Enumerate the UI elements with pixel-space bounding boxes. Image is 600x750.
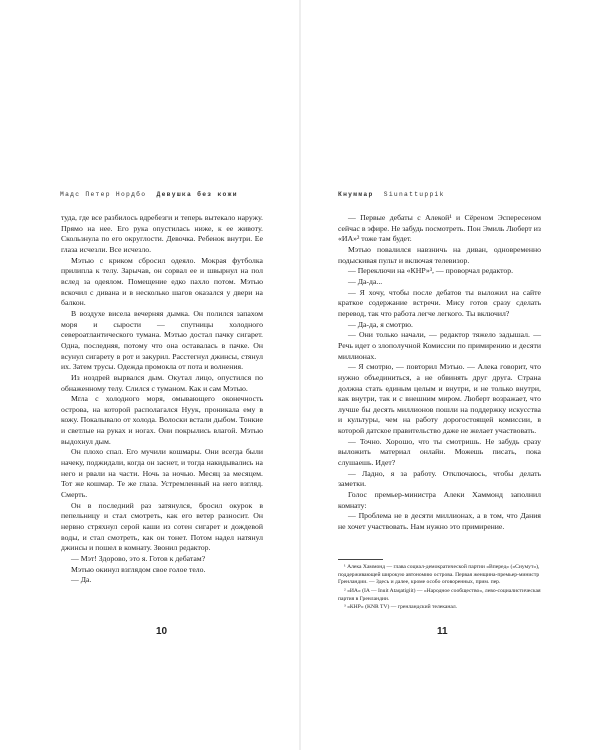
footnote: ³ «КНР» (KNR TV) — гренландский телеканал.: [344, 604, 458, 611]
paragraph: — Я хочу, чтобы после дебатов ты выложил на сайте краткое содержание встречи. Мису готов сразу сделать перевод, так что работа легче легкого. Ты включил?: [338, 287, 541, 318]
footnotes: [338, 559, 541, 613]
paragraph: — Переключи на «КНР»³, — проворчал редактор.: [348, 266, 514, 276]
paragraph: Мэтью окинул взглядом свое голое тело.: [71, 564, 206, 574]
left-body-text: [61, 213, 263, 586]
left-running-header: [60, 191, 238, 198]
footnote: ² «ИА» (IA — Inuit Ataqatigiit) — «Народное сообщество», лево-социалистическая партия в Гренландии.: [338, 587, 541, 602]
paragraph: Из ноздрей вырвался дым. Окутал лицо, опустился по обнаженному телу. Слился с туманом. Как и сам Мэтью.: [61, 372, 263, 393]
paragraph: Голос премьер-министра Алеки Хаммонд заполнил комнату:: [338, 490, 541, 510]
right-page-number: 11: [437, 626, 448, 637]
paragraph: Мэтью повалился навзничь на диван, одновременно подыскивая пульт и включая телевизор.: [338, 244, 541, 265]
paragraph: — Да-да, я смотрю.: [348, 319, 413, 329]
paragraph: — Мэт! Здорово, это я. Готов к дебатам?: [71, 554, 206, 563]
right-page: [300, 0, 600, 750]
paragraph: — Они только начали, — редактор тяжело задышал. — Речь идет о злополучной Комиссии по примирению и десяти миллионах.: [338, 330, 541, 361]
right-running-header: [338, 191, 445, 198]
left-header-author: Мадс Петер Нордбо: [60, 191, 147, 198]
paragraph: — Да.: [71, 575, 92, 585]
paragraph: — Ладно, я за работу. Отключаюсь, чтобы делать заметки.: [338, 468, 541, 489]
footnote: ¹ Алека Хаммонд — глава социал-демократической партии «Вперед» («Сиумут»), поддерживающей широкую автономию острова. Первая женщина-премьер-министр Гренландии. — Здесь и далее, кроме особо оговоренных, прим. пер.: [338, 564, 540, 586]
paragraph: В воздухе висела вечерняя дымка. Он полился запахом моря и сырости — спутницы холодного североатлантического тумана. Мэтью достал пачку сигарет. Одна, последняя, потому что она оставалась в пачке. Он всунул сигарету в рот и закурил. Расстегнул джинсы, стянул их. Затем трусы. Одежда промокла от пота и волнения.: [61, 308, 263, 372]
paragraph: Он в последний раз затянулся, бросил окурок в пепельницу и стал смотреть, как его ветер разносит. Он нервно стряхнул серой каши из сотен сигарет и дождевой воды, и стал смотреть, как он тонет. Потом надел натянул джинсы и пошел в комнату. Звонил редактор.: [61, 500, 263, 553]
right-header-author: Кнуммар: [338, 191, 374, 198]
paragraph: — Первые дебаты с Алекой¹ и Сёреном Эспересеном сейчас в эфире. Не забудь посмотреть. Пон Эмиль Люберт из «ИА»² тоже там будет.: [338, 213, 541, 244]
left-header-title: Девушка без кожи: [156, 191, 238, 198]
paragraph: — Проблема не в десяти миллионах, а в том, что Дания не хочет участвовать. Нам нужно это примирение.: [338, 511, 541, 532]
paragraph: — Я смотрю, — повторил Мэтью. — Алека говорит, что нужно объединиться, а не обвинять друг друга. Страна должна стать единым целым и внутри, и не только внутри, как внутри, так и с внешним миром. Люберт возражает, что лучше бы десять миллионов пошли на поддержку искусства и культуры, чем на работу дорогостоящей комиссии, в которой датское правительство даже не желает участвовать.: [338, 362, 541, 436]
paragraph: — Да-да...: [348, 276, 383, 286]
paragraph: — Точно. Хорошо, что ты смотришь. Не забудь сразу выложить материал онлайн. Можешь писать, пока слушаешь. Идет?: [338, 436, 541, 468]
paragraph: туда, где все разбилось вдребезги и теперь вытекало наружу. Прямо на нее. Его рука опустилась ниже, к ее животу. Скользнула по его округлости. Девочка. Ребенок внутри. Ее глаза исчезли. Все исчезло.: [61, 213, 263, 254]
right-header-title: Siunattuppik: [383, 191, 445, 198]
paragraph: Мэтью с криком сбросил одеяло. Мокрая футболка прилипла к телу. Зарычав, он сорвал ее и швырнул на пол вслед за одеялом. Помещение едко пахло потом. Мэтью вскочил с дивана и в несколько шагов оказался у двери на балкон.: [61, 255, 263, 308]
footnote-rule: [338, 559, 383, 560]
paragraph: Мгла с холодного моря, омывающего оконечность острова, на которой располагался Нуук, проникала ему в кожу. Покалывало от холода. Волоски встали дыбом. Тонкие и светлые на руках и ногах. Они покрылись влагой. Мэтью выдохнул дым.: [61, 394, 263, 446]
right-body-text: [338, 213, 541, 533]
left-page-number: 10: [156, 626, 168, 637]
paragraph: Он плохо спал. Его мучили кошмары. Они всегда были начеку, поджидали, когда он заснет, и тогда накидывались на него и рвали на части. Ночь за ночью. Месяц за месяцем. Тот же кошмар. Те же глаза. Устремленный на него взгляд. Смерть.: [61, 447, 263, 500]
